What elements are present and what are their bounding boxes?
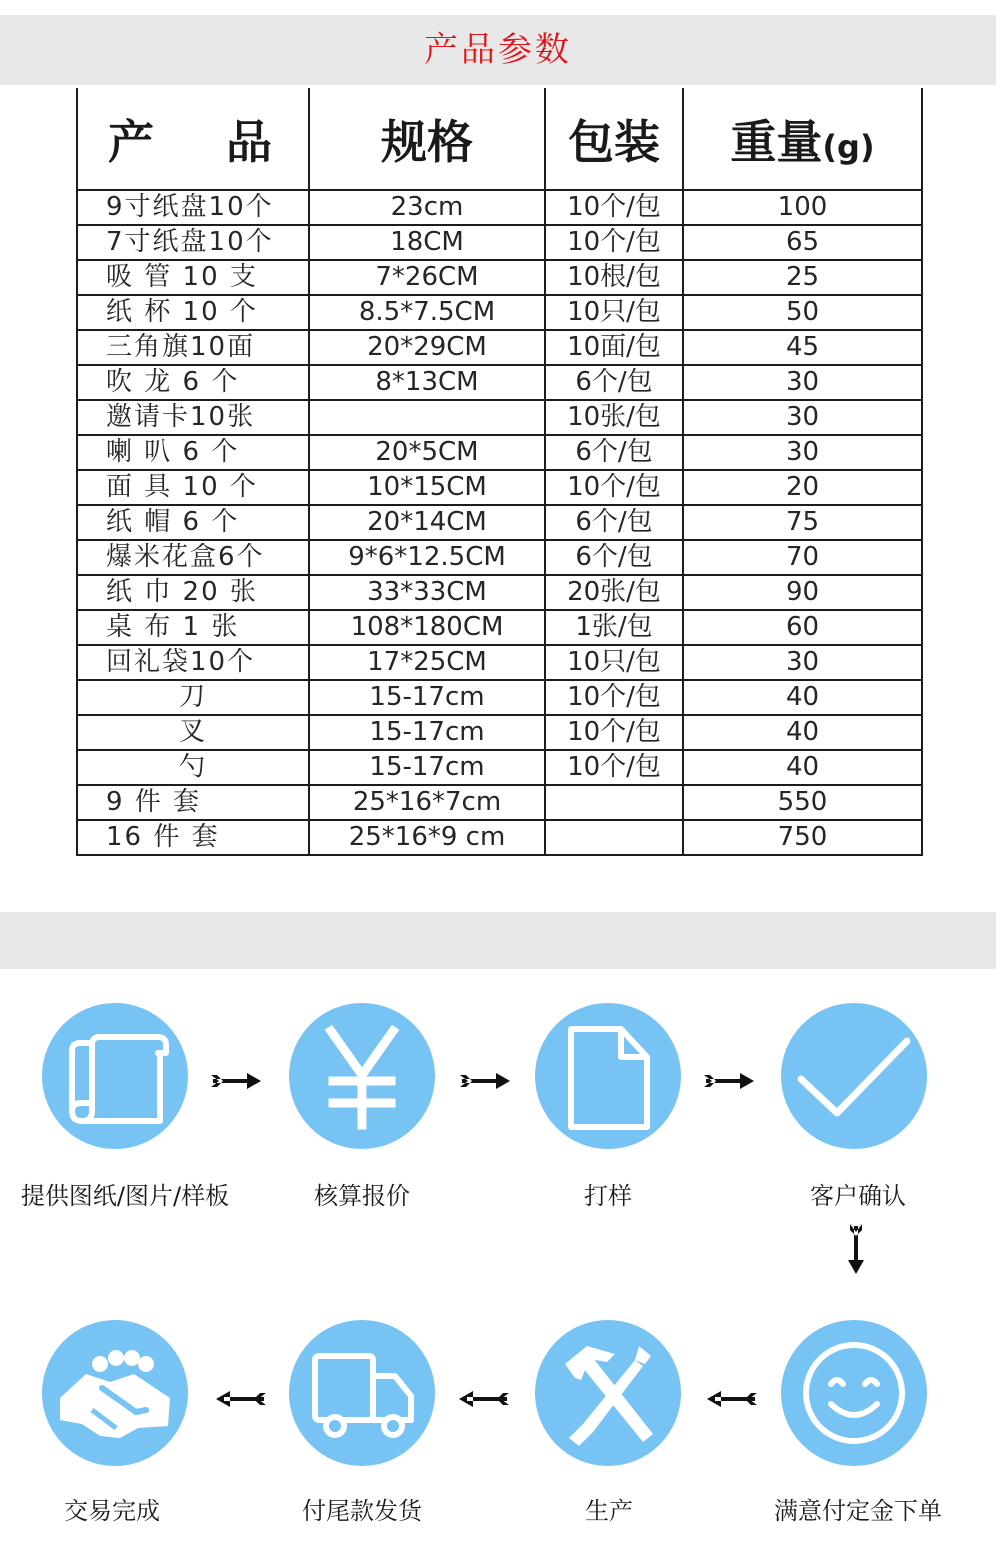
table-row [77,225,922,260]
table-row [77,365,922,400]
cell-weight: 45 [683,330,922,365]
table-row [77,575,922,610]
truck-icon [289,1320,435,1466]
arrow-right-icon [458,1071,512,1095]
arrow-right-icon [702,1071,756,1095]
step-label-deposit: 满意付定金下单 [774,1497,942,1525]
cell-product: 7寸纸盘10个 [77,225,309,260]
header-weight: 重量(g) [683,88,922,190]
cell-weight: 40 [683,715,922,750]
checkmark-icon [781,1003,927,1149]
table-row [77,645,922,680]
step-label-provide-drawings: 提供图纸/图片/样板 [20,1182,230,1210]
cell-weight: 750 [683,820,922,855]
table-row [77,750,922,785]
document-icon [535,1003,681,1149]
table-row [77,785,922,820]
product-params-table [76,88,923,856]
cell-package: 1张/包 [545,610,683,645]
cell-weight: 30 [683,645,922,680]
cell-weight: 60 [683,610,922,645]
arrow-right-icon [209,1071,263,1095]
cell-package: 10面/包 [545,330,683,365]
cell-weight: 25 [683,260,922,295]
cell-product: 面 具 10 个 [77,470,309,505]
table-row [77,295,922,330]
scroll-icon [42,1003,188,1149]
table-row [77,680,922,715]
cell-product: 叉 [77,715,309,750]
cell-product: 喇 叭 6 个 [77,435,309,470]
cell-weight: 30 [683,435,922,470]
header-package: 包装 [545,88,683,190]
cell-spec: 18CM [309,225,545,260]
cell-spec: 23cm [309,190,545,225]
cell-product: 9寸纸盘10个 [77,190,309,225]
header-product: 产 品 [77,88,309,190]
cell-weight: 550 [683,785,922,820]
table-row [77,505,922,540]
cell-package: 10个/包 [545,680,683,715]
table-row [77,540,922,575]
cell-package: 10只/包 [545,645,683,680]
cell-product: 纸 杯 10 个 [77,295,309,330]
cell-package: 10张/包 [545,400,683,435]
cell-spec: 20*5CM [309,435,545,470]
cell-package: 20张/包 [545,575,683,610]
header-spec: 规格 [309,88,545,190]
cell-product: 吹 龙 6 个 [77,365,309,400]
cell-weight: 20 [683,470,922,505]
table-row [77,190,922,225]
arrow-left-icon [214,1389,268,1413]
section-title: 产品参数 [424,30,572,70]
smiley-icon [781,1320,927,1466]
cell-package: 10个/包 [545,190,683,225]
cell-product: 刀 [77,680,309,715]
arrow-down-icon [846,1222,866,1280]
table-row [77,260,922,295]
cell-package: 10根/包 [545,260,683,295]
cell-product: 爆米花盒6个 [77,540,309,575]
table-row [77,330,922,365]
table-row [77,610,922,645]
cell-product: 回礼袋10个 [77,645,309,680]
table-row [77,820,922,855]
cell-package: 10个/包 [545,750,683,785]
cell-spec: 15-17cm [309,680,545,715]
cell-spec: 8.5*7.5CM [309,295,545,330]
cell-weight: 90 [683,575,922,610]
cell-weight: 50 [683,295,922,330]
cell-package: 10个/包 [545,225,683,260]
cell-product: 16 件 套 [77,820,309,855]
step-label-quote: 核算报价 [314,1182,410,1210]
handshake-icon [42,1320,188,1466]
step-label-complete: 交易完成 [64,1497,160,1525]
cell-package: 10只/包 [545,295,683,330]
cell-weight: 30 [683,400,922,435]
cell-package: 6个/包 [545,435,683,470]
step-label-confirm: 客户确认 [810,1182,906,1210]
step-label-production: 生产 [585,1497,633,1525]
cell-package: 6个/包 [545,540,683,575]
cell-product: 纸 帽 6 个 [77,505,309,540]
table-row [77,435,922,470]
cell-package: 10个/包 [545,470,683,505]
divider-band [0,912,996,969]
cell-package [545,820,683,855]
cell-spec: 15-17cm [309,715,545,750]
cell-weight: 75 [683,505,922,540]
arrow-left-icon [705,1389,759,1413]
cell-product: 9 件 套 [77,785,309,820]
cell-spec: 20*14CM [309,505,545,540]
yen-icon [289,1003,435,1149]
cell-spec: 25*16*7cm [309,785,545,820]
cell-weight: 70 [683,540,922,575]
cell-product: 邀请卡10张 [77,400,309,435]
cell-product: 勺 [77,750,309,785]
cell-package: 6个/包 [545,365,683,400]
step-label-final-payment: 付尾款发货 [302,1497,422,1525]
cell-spec: 15-17cm [309,750,545,785]
cell-weight: 40 [683,680,922,715]
cell-spec: 8*13CM [309,365,545,400]
cell-spec: 10*15CM [309,470,545,505]
cell-weight: 65 [683,225,922,260]
table-header-row [77,88,922,190]
cell-spec: 25*16*9 cm [309,820,545,855]
cell-product: 纸 巾 20 张 [77,575,309,610]
cell-weight: 40 [683,750,922,785]
cell-spec: 20*29CM [309,330,545,365]
cell-spec: 7*26CM [309,260,545,295]
cell-product: 吸 管 10 支 [77,260,309,295]
table-row [77,470,922,505]
cell-weight: 30 [683,365,922,400]
table-body [77,190,922,855]
cell-product: 桌 布 1 张 [77,610,309,645]
cell-package: 6个/包 [545,505,683,540]
cell-spec: 108*180CM [309,610,545,645]
cell-package [545,785,683,820]
cell-package: 10个/包 [545,715,683,750]
step-label-sample: 打样 [584,1182,632,1210]
table-row [77,715,922,750]
cell-spec: 17*25CM [309,645,545,680]
cell-product: 三角旗10面 [77,330,309,365]
arrow-left-icon [457,1389,511,1413]
table-row [77,400,922,435]
cell-weight: 100 [683,190,922,225]
cell-spec: 33*33CM [309,575,545,610]
cell-spec [309,400,545,435]
cell-spec: 9*6*12.5CM [309,540,545,575]
tools-icon [535,1320,681,1466]
